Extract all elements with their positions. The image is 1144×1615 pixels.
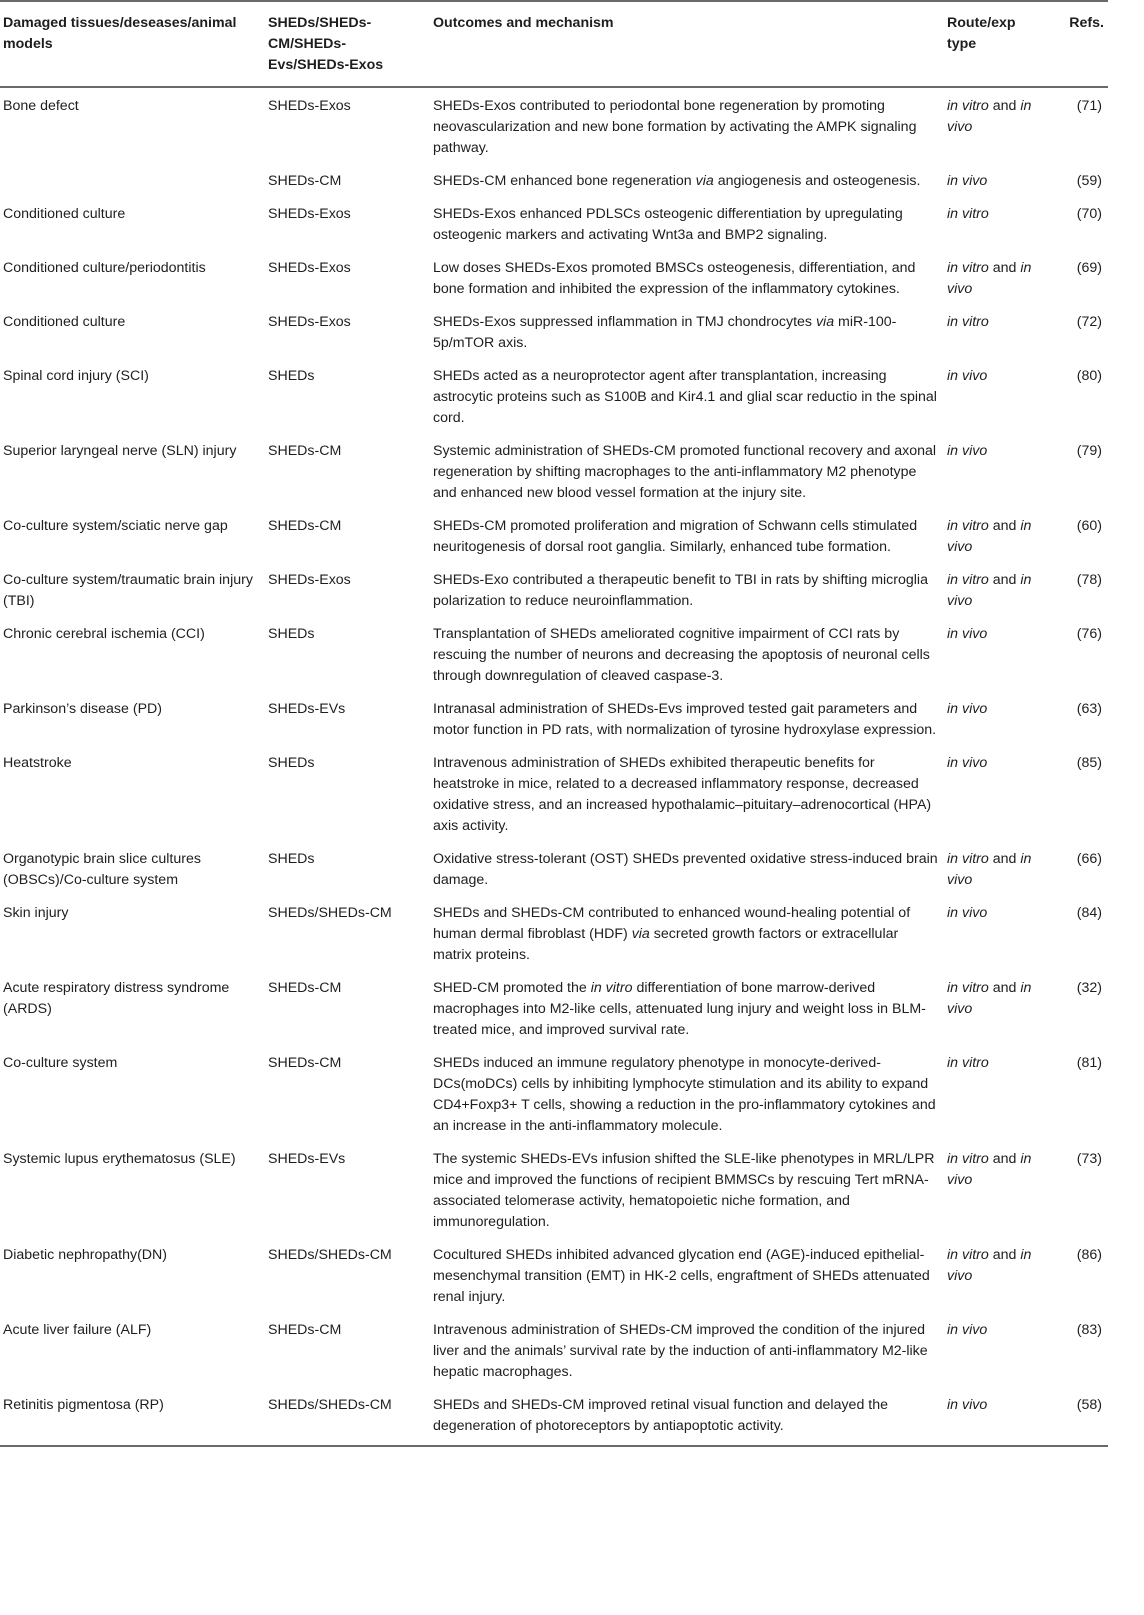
cell-route — [944, 1141, 1047, 1237]
table-row — [0, 250, 1108, 304]
cell-ref: (58) — [1047, 1387, 1108, 1446]
outcome-text: Intravenous administration of SHEDs exhibited therapeutic benefits for heatstroke in mice, related to a decreased inflammatory response, decreased oxidative stress, and an increased hypothalamic–pituitary–adrenocortical (HPA) axis activity. — [433, 755, 932, 834]
outcome-text: Systemic administration of SHEDs-CM promoted functional recovery and axonal regeneration by shifting macrophages to the anti-inflammatory M2 phenotype and enhanced new blood vessel formation at the injury site. — [433, 443, 937, 501]
cell-agent: SHEDs — [268, 626, 315, 642]
route-text: in vivo — [947, 443, 988, 459]
outcome-text: SHEDs acted as a neuroprotector agent after transplantation, increasing astrocytic proteins such as S100B and Kir4.1 and glial scar reductio in the spinal cord. — [433, 368, 937, 426]
cell-ref: (76) — [1076, 626, 1102, 642]
cell-ref: (72) — [1076, 314, 1102, 330]
table-row — [0, 358, 1108, 433]
cell-route — [944, 841, 1047, 895]
table-row — [0, 87, 1108, 163]
cell-tissue: Systemic lupus erythematosus (SLE) — [3, 1151, 236, 1167]
outcome-text: SHEDs-Exos suppressed inflammation in TMJ chondrocytes — [433, 314, 816, 330]
cell-ref: (73) — [1076, 1151, 1102, 1167]
route-text: in vitro — [947, 1055, 989, 1071]
cell-ref: (86) — [1076, 1247, 1102, 1263]
route-text: in vitro — [947, 98, 989, 114]
cell-route — [944, 196, 1047, 250]
cell-ref: (66) — [1076, 851, 1102, 867]
cell-outcome — [430, 250, 944, 304]
outcome-text: Oxidative stress-tolerant (OST) SHEDs prevented oxidative stress-induced brain damage. — [433, 851, 938, 888]
header-sheds-type: SHEDs/SHEDs-CM/SHEDs-Evs/SHEDs-Exos — [265, 1, 430, 87]
table-header — [0, 1, 1108, 87]
cell-tissue — [0, 163, 265, 196]
outcome-text: via — [631, 926, 650, 942]
outcome-text: SHEDs-Exos enhanced PDLSCs osteogenic differentiation by upregulating osteogenic markers and activating Wnt3a and BMP2 signaling. — [433, 206, 903, 243]
cell-ref: (79) — [1076, 443, 1102, 459]
cell-agent: SHEDs — [268, 755, 315, 771]
route-text: in vitro — [947, 260, 989, 276]
route-text: in vitro — [947, 851, 989, 867]
cell-agent: SHEDs — [268, 851, 315, 867]
outcome-text: SHEDs-Exo contributed a therapeutic benefit to TBI in rats by shifting microglia polarization to reduce neuroinflammation. — [433, 572, 928, 609]
cell-tissue: Superior laryngeal nerve (SLN) injury — [3, 443, 237, 459]
outcome-text: Cocultured SHEDs inhibited advanced glycation end (AGE)-induced epithelial-mesenchymal transition (EMT) in HK-2 cells, engraftment of SHEDs attenuated renal injury. — [433, 1247, 930, 1305]
cell-route — [944, 745, 1047, 841]
cell-agent: SHEDs/SHEDs-CM — [265, 1387, 430, 1446]
cell-agent: SHEDs-EVs — [268, 701, 346, 717]
header-row — [0, 1, 1108, 87]
route-text: in vivo — [947, 1247, 1032, 1284]
table-row — [0, 691, 1108, 745]
cell-outcome — [430, 304, 944, 358]
table-row — [0, 304, 1108, 358]
route-text: in vitro — [947, 206, 989, 222]
table-row — [0, 970, 1108, 1045]
route-text: in vitro — [947, 980, 989, 996]
cell-route — [944, 1387, 1047, 1446]
cell-outcome — [430, 745, 944, 841]
cell-route — [944, 1312, 1047, 1387]
table-row — [0, 1387, 1108, 1446]
route-text: in vitro — [947, 314, 989, 330]
cell-tissue: Heatstroke — [3, 755, 72, 771]
table-row — [0, 616, 1108, 691]
cell-tissue: Spinal cord injury (SCI) — [3, 368, 149, 384]
outcome-text: differentiation of bone marrow-derived macrophages into M2-like cells, attenuated lung injury and weight loss in BLM-treated mice, and improved survival rate. — [433, 980, 926, 1038]
table-row — [0, 1045, 1108, 1141]
cell-route — [944, 1237, 1047, 1312]
outcome-text: SHEDs and SHEDs-CM contributed to enhanced wound-healing potential of human dermal fibroblast (HDF) — [433, 905, 911, 942]
cell-agent: SHEDs-Exos — [268, 98, 351, 114]
cell-ref: (78) — [1076, 572, 1102, 588]
cell-route — [944, 358, 1047, 433]
outcome-text: Intravenous administration of SHEDs-CM improved the condition of the injured liver and the animals’ survival rate by the induction of anti-inflammatory M2-like hepatic macrophages. — [433, 1322, 928, 1380]
outcome-text: via — [815, 314, 835, 330]
cell-ref: (84) — [1076, 905, 1102, 921]
cell-tissue: Conditioned culture — [3, 206, 126, 222]
cell-tissue: Conditioned culture — [3, 314, 126, 330]
cell-tissue: Chronic cerebral ischemia (CCI) — [3, 626, 205, 642]
header-outcomes: Outcomes and mechanism — [430, 1, 944, 87]
route-text: in vivo — [947, 980, 1032, 1017]
cell-outcome — [430, 87, 944, 163]
cell-tissue: Acute respiratory distress syndrome (ARDS) — [3, 980, 230, 1017]
cell-outcome — [430, 508, 944, 562]
table-row — [0, 196, 1108, 250]
route-text: and — [988, 851, 1021, 867]
outcome-text: angiogenesis and osteogenesis. — [713, 173, 921, 189]
cell-ref: (80) — [1076, 368, 1102, 384]
outcome-text: Intranasal administration of SHEDs-Evs improved tested gait parameters and motor function in PD rats, with normalization of tyrosine hydroxylase expression. — [433, 701, 937, 738]
outcome-text: miR-100-5p/mTOR axis. — [433, 314, 897, 351]
cell-route — [944, 691, 1047, 745]
cell-route — [944, 433, 1047, 508]
cell-agent: SHEDs-Exos — [268, 260, 351, 276]
cell-route — [944, 616, 1047, 691]
table-row — [0, 895, 1108, 970]
header-refs: Refs. — [1047, 1, 1108, 87]
route-text: in vitro — [947, 572, 989, 588]
cell-outcome — [430, 1141, 944, 1237]
outcome-text: The systemic SHEDs-EVs infusion shifted the SLE-like phenotypes in MRL/LPR mice and improved the functions of recipient BMMSCs by rescuing Tert mRNA-associated telomerase activity, hematopoietic niche formation, and immunoregulation. — [433, 1151, 935, 1230]
cell-tissue: Diabetic nephropathy(DN) — [3, 1247, 168, 1263]
cell-outcome — [430, 970, 944, 1045]
outcome-text: SHED-CM promoted the — [433, 980, 591, 996]
outcome-text: SHEDs induced an immune regulatory phenotype in monocyte-derived-DCs(moDCs) cells by inhibiting lymphocyte stimulation and its ability to expand CD4+Foxp3+ T cells, showing a reduction in the pro-inflammatory cytokines and an increase in the anti-inflammatory molecule. — [433, 1055, 936, 1134]
cell-agent: SHEDs-CM — [268, 980, 342, 996]
cell-outcome — [430, 616, 944, 691]
outcome-text: Transplantation of SHEDs ameliorated cognitive impairment of CCI rats by rescuing the number of neurons and decreasing the apoptosis of neuronal cells through downregulation of cleaved caspase-3. — [433, 626, 930, 684]
cell-agent: SHEDs-Exos — [268, 206, 351, 222]
cell-route — [944, 1045, 1047, 1141]
cell-outcome — [430, 196, 944, 250]
cell-ref: (63) — [1076, 701, 1102, 717]
cell-ref: (81) — [1076, 1055, 1102, 1071]
cell-agent: SHEDs-CM — [268, 1055, 342, 1071]
route-text: in vitro — [947, 1151, 989, 1167]
route-text: in vivo — [947, 626, 988, 642]
route-text: in vivo — [947, 518, 1032, 555]
route-text: and — [988, 572, 1021, 588]
route-text: in vivo — [947, 1151, 1032, 1188]
cell-outcome — [430, 562, 944, 616]
cell-ref: (59) — [1076, 173, 1102, 189]
cell-outcome — [430, 841, 944, 895]
table-row — [0, 508, 1108, 562]
cell-agent: SHEDs-Exos — [268, 314, 351, 330]
route-text: in vivo — [947, 98, 1032, 135]
table-row — [0, 745, 1108, 841]
cell-outcome — [430, 433, 944, 508]
route-text: in vivo — [947, 1397, 988, 1413]
cell-tissue: Acute liver failure (ALF) — [3, 1322, 152, 1338]
route-text: and — [988, 260, 1021, 276]
route-text: in vitro — [947, 1247, 989, 1263]
route-text: in vivo — [947, 368, 988, 384]
cell-tissue: Skin injury — [3, 905, 69, 921]
table-row — [0, 562, 1108, 616]
outcome-text: SHEDs-CM promoted proliferation and migration of Schwann cells stimulated neuritogenesis of dorsal root ganglia. Similarly, enhanced tube formation. — [433, 518, 918, 555]
table-row — [0, 433, 1108, 508]
cell-route — [944, 87, 1047, 163]
cell-ref: (85) — [1076, 755, 1102, 771]
cell-outcome — [430, 163, 944, 196]
cell-tissue: Conditioned culture/periodontitis — [3, 260, 206, 276]
cell-agent: SHEDs-CM — [268, 173, 342, 189]
cell-route — [944, 250, 1047, 304]
cell-agent: SHEDs-CM — [268, 1322, 342, 1338]
cell-ref: (69) — [1076, 260, 1102, 276]
route-text: and — [988, 980, 1021, 996]
cell-outcome — [430, 1312, 944, 1387]
cell-ref: (70) — [1076, 206, 1102, 222]
route-text: and — [988, 518, 1021, 534]
route-text: in vivo — [947, 701, 988, 717]
route-text: in vivo — [947, 572, 1032, 609]
route-text: and — [988, 1151, 1021, 1167]
header-tissues: Damaged tissues/deseases/animal models — [0, 1, 265, 87]
route-text: in vivo — [947, 173, 988, 189]
table-body — [0, 87, 1108, 1446]
cell-tissue: Co-culture system — [3, 1055, 118, 1071]
cell-agent: SHEDs/SHEDs-CM — [268, 905, 392, 921]
route-text: in vivo — [947, 1322, 988, 1338]
outcome-text: SHEDs-Exos contributed to periodontal bone regeneration by promoting neovascularization and new bone formation by activating the AMPK signaling pathway. — [433, 98, 917, 156]
cell-agent: SHEDs-CM — [268, 443, 342, 459]
cell-route — [944, 562, 1047, 616]
table-row — [0, 1312, 1108, 1387]
cell-outcome — [430, 1237, 944, 1312]
route-text: in vivo — [947, 851, 1032, 888]
cell-route — [944, 163, 1047, 196]
cell-route — [944, 304, 1047, 358]
cell-outcome — [430, 1387, 944, 1446]
cell-tissue: Organotypic brain slice cultures (OBSCs)/Co-culture system — [3, 851, 201, 888]
route-text: and — [988, 98, 1021, 114]
cell-outcome — [430, 895, 944, 970]
cell-outcome — [430, 691, 944, 745]
table-row — [0, 1141, 1108, 1237]
cell-tissue: Co-culture system/traumatic brain injury (TBI) — [3, 572, 253, 609]
route-text: in vivo — [947, 755, 988, 771]
cell-agent: SHEDs-CM — [268, 518, 342, 534]
outcome-text: SHEDs-CM enhanced bone regeneration — [433, 173, 696, 189]
cell-tissue: Co-culture system/sciatic nerve gap — [3, 518, 228, 534]
route-text: in vivo — [947, 905, 988, 921]
cell-ref: (32) — [1076, 980, 1102, 996]
outcome-text: via — [695, 173, 714, 189]
table-row — [0, 841, 1108, 895]
cell-route — [944, 895, 1047, 970]
header-route: Route/exp type — [944, 1, 1047, 87]
cell-route — [944, 508, 1047, 562]
cell-route — [944, 970, 1047, 1045]
cell-tissue: Bone defect — [3, 98, 79, 114]
cell-agent: SHEDs-Exos — [268, 572, 351, 588]
outcome-text: secreted growth factors or extracellular matrix proteins. — [433, 926, 899, 963]
cell-agent: SHEDs — [268, 368, 315, 384]
cell-outcome — [430, 1045, 944, 1141]
route-text: in vivo — [947, 260, 1032, 297]
table-row — [0, 163, 1108, 196]
cell-ref: (71) — [1076, 98, 1102, 114]
cell-tissue: Parkinson’s disease (PD) — [3, 701, 163, 717]
cell-agent: SHEDs/SHEDs-CM — [268, 1247, 392, 1263]
route-text: in vitro — [947, 518, 989, 534]
table-row — [0, 1237, 1108, 1312]
cell-ref: (60) — [1076, 518, 1102, 534]
outcome-text: SHEDs and SHEDs-CM improved retinal visual function and delayed the degeneration of photoreceptors by antiapoptotic activity. — [433, 1397, 889, 1434]
route-text: and — [988, 1247, 1021, 1263]
cell-ref: (83) — [1076, 1322, 1102, 1338]
cell-agent: SHEDs-EVs — [268, 1151, 346, 1167]
cell-outcome — [430, 358, 944, 433]
outcome-text: in vitro — [590, 980, 633, 996]
cell-tissue: Retinitis pigmentosa (RP) — [0, 1387, 265, 1446]
outcome-text: Low doses SHEDs-Exos promoted BMSCs osteogenesis, differentiation, and bone formation and inhibited the expression of the inflammatory cytokines. — [433, 260, 916, 297]
